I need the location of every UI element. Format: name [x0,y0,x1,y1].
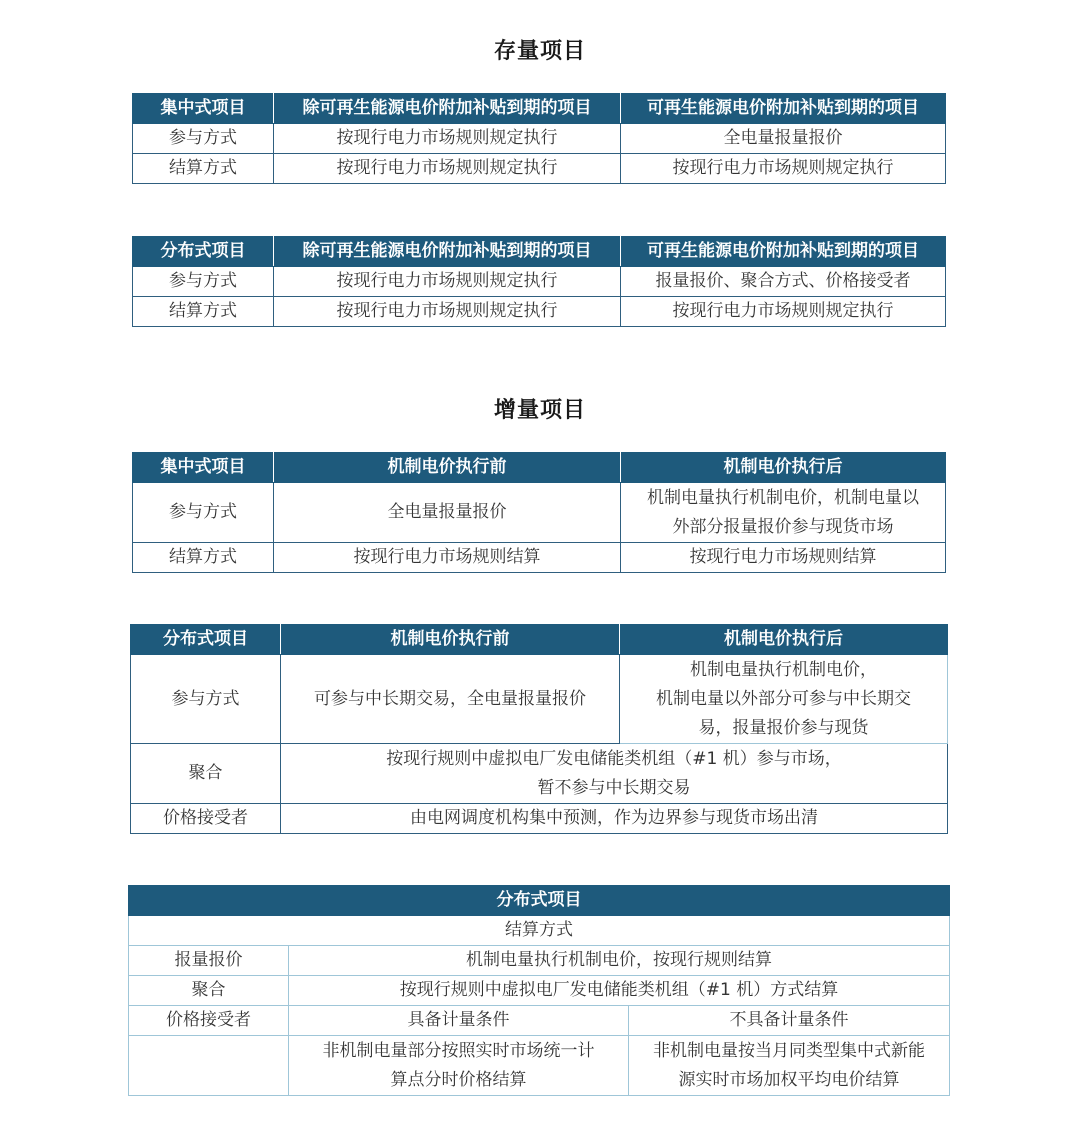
table-header-row [131,625,948,655]
table-row [131,655,948,744]
table-row [131,744,948,804]
row-label: 结算方式 [133,543,274,573]
table-row [133,124,946,154]
cell-line: 按现行规则中虚拟电厂发电储能类机组（#1 机）参与市场， [386,748,842,769]
header-cell: 分布式项目 [131,625,281,655]
header-cell: 分布式项目 [129,886,950,916]
header-cell: 机制电价执行后 [620,625,948,655]
table-row [129,1006,950,1036]
cell: 按现行电力市场规则结算 [621,543,946,573]
row-label: 聚合 [131,744,281,804]
table-header-row [133,237,946,267]
cell: 机制电量执行机制电价，按现行规则结算 [289,946,950,976]
incremental-section-title: 增量项目 [493,398,586,423]
header-cell: 分布式项目 [133,237,274,267]
cell-line: 机制电量执行机制电价， [690,659,877,680]
empty-cell [129,1036,289,1096]
cell: 按现行规则中虚拟电厂发电储能类机组（#1 机）方式结算 [289,976,950,1006]
row-label: 参与方式 [131,655,281,744]
header-cell: 除可再生能源电价附加补贴到期的项目 [274,237,621,267]
cell-line: 机制电量执行机制电价，机制电量以 [647,487,919,508]
incremental-centralized-table [132,452,946,573]
cell [629,1036,950,1096]
cell [621,483,946,543]
header-cell: 可再生能源电价附加补贴到期的项目 [621,237,946,267]
cell-line: 机制电量以外部分可参与中长期交 [656,688,911,709]
table-row [133,483,946,543]
stock-centralized-table [132,93,946,184]
row-label: 参与方式 [133,267,274,297]
row-label: 价格接受者 [131,804,281,834]
cell: 不具备计量条件 [629,1006,950,1036]
table-row [129,946,950,976]
cell: 按现行电力市场规则规定执行 [621,297,946,327]
cell: 按现行电力市场规则规定执行 [274,154,621,184]
table-row [133,543,946,573]
row-label: 参与方式 [133,483,274,543]
incremental-distributed-table [130,624,948,834]
header-cell: 机制电价执行后 [621,453,946,483]
cell [289,1036,629,1096]
table-header-row [133,453,946,483]
row-label: 结算方式 [133,297,274,327]
cell [620,655,948,744]
cell [281,744,948,804]
row-label: 结算方式 [133,154,274,184]
table-header-row [133,94,946,124]
cell: 全电量报量报价 [621,124,946,154]
cell: 按现行电力市场规则结算 [274,543,621,573]
table-row [129,1036,950,1096]
table-row [129,976,950,1006]
table-row [131,804,948,834]
incremental-settlement-table [128,885,950,1096]
header-cell: 机制电价执行前 [274,453,621,483]
table-row [133,297,946,327]
cell: 具备计量条件 [289,1006,629,1036]
header-cell: 可再生能源电价附加补贴到期的项目 [621,94,946,124]
row-label: 聚合 [129,976,289,1006]
cell: 由电网调度机构集中预测，作为边界参与现货市场出清 [281,804,948,834]
cell-line: 非机制电量按当月同类型集中式新能 [653,1040,926,1061]
row-label: 报量报价 [129,946,289,976]
row-label: 价格接受者 [129,1006,289,1036]
stock-section-title: 存量项目 [493,39,586,64]
cell: 全电量报量报价 [274,483,621,543]
table-header-row [129,886,950,916]
subheader-cell: 结算方式 [129,916,950,946]
table-row [133,154,946,184]
cell: 按现行电力市场规则规定执行 [621,154,946,184]
cell: 按现行电力市场规则规定执行 [274,297,621,327]
header-cell: 机制电价执行前 [281,625,620,655]
row-label: 参与方式 [133,124,274,154]
cell-line: 易，报量报价参与现货 [698,717,869,738]
header-cell: 集中式项目 [133,453,274,483]
cell-line: 暂不参与中长期交易 [537,777,691,798]
cell-line: 外部分报量报价参与现货市场 [672,516,894,537]
stock-distributed-table [132,236,946,327]
cell: 可参与中长期交易，全电量报量报价 [281,655,620,744]
table-row [129,916,950,946]
table-row [133,267,946,297]
cell-line: 算点分时价格结算 [390,1069,527,1090]
cell-line: 源实时市场加权平均电价结算 [678,1069,900,1090]
cell: 按现行电力市场规则规定执行 [274,267,621,297]
header-cell: 集中式项目 [133,94,274,124]
cell: 报量报价、聚合方式、价格接受者 [621,267,946,297]
header-cell: 除可再生能源电价附加补贴到期的项目 [274,94,621,124]
cell: 按现行电力市场规则规定执行 [274,124,621,154]
cell-line: 非机制电量部分按照实时市场统一计 [322,1040,595,1061]
